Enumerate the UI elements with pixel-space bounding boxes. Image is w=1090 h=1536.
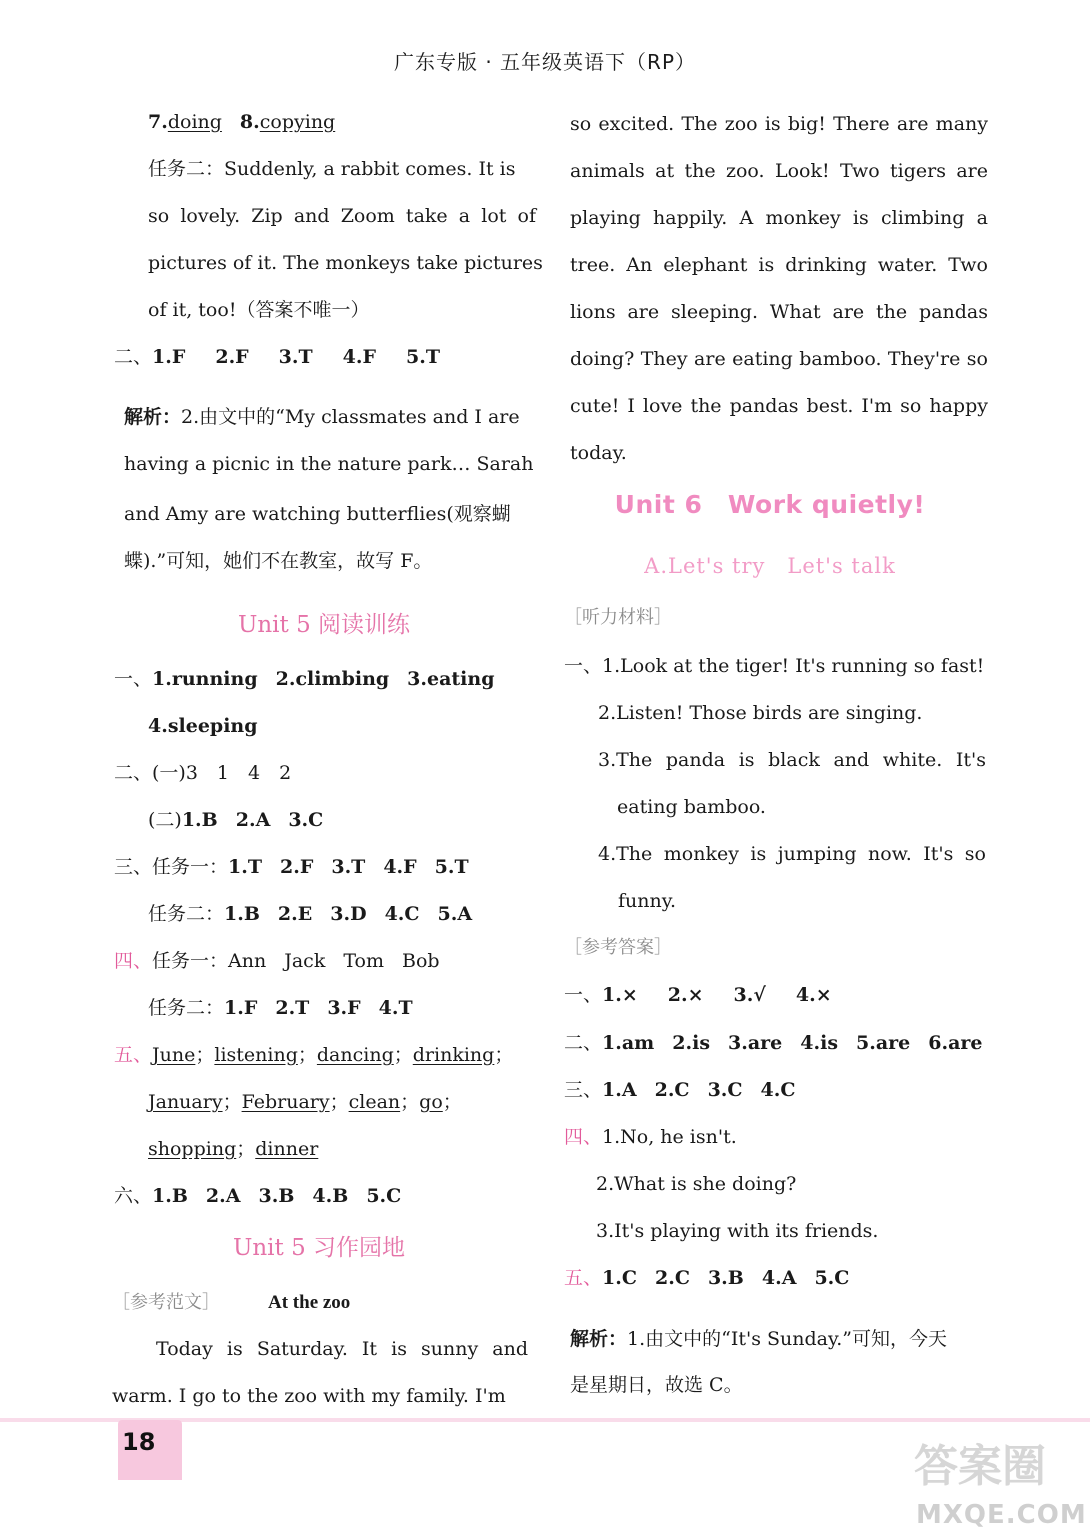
essay-cont-line-1: so excited. The zoo is big! There are many: [570, 113, 988, 135]
essay-line-2: warm. I go to the zoo with my family. I'm: [112, 1385, 506, 1407]
unit5-writing-title: Unit 5 习作园地: [232, 1235, 406, 1261]
reading-section-5-line-2: January；February；clean；go；: [148, 1091, 462, 1113]
page-header-title: 广东专版 · 五年级英语下（RP）: [393, 50, 697, 74]
answers-section-3: 三、1.A 2.C 3.C 4.C: [564, 1079, 796, 1101]
reading-section-1-cont: 4.sleeping: [148, 715, 258, 737]
task2-line-1: 任务二：Suddenly, a rabbit comes. It is: [148, 158, 516, 180]
item-number: 8.: [239, 111, 260, 133]
reading-section-3-task2: 任务二：1.B 2.E 3.D 4.C 5.A: [148, 903, 473, 925]
essay-line-1: Today is Saturday. It is sunny and: [156, 1338, 528, 1360]
answers-7-8: [148, 110, 335, 134]
answer-word: copying: [259, 111, 336, 133]
reading-section-5-line-1: 五、June；listening；dancing；drinking；: [114, 1044, 514, 1066]
reading-section-3-task1: 三、任务一：1.T 2.F 3.T 4.F 5.T: [114, 856, 469, 878]
task2-line-3: pictures of it. The monkeys take pictures: [148, 252, 543, 274]
reading-section-2b: (二)1.B 2.A 3.C: [148, 809, 324, 831]
answers-section-4-line-3: 3.It's playing with its friends.: [596, 1220, 879, 1242]
analysis-line-1: 解析：2.由文中的“My classmates and I are: [124, 406, 520, 428]
reading-section-6: 六、1.B 2.A 3.B 4.B 5.C: [114, 1185, 402, 1207]
answers-section-1: 一、1.× 2.× 3.√ 4.×: [564, 984, 832, 1006]
essay-cont-line-5: lions are sleeping. What are the pandas: [570, 301, 988, 323]
listening-line-2: 2.Listen! Those birds are singing.: [598, 702, 923, 724]
reading-section-4-task1: 四、任务一：Ann Jack Tom Bob: [114, 950, 440, 972]
listening-material-tag: ［听力材料］: [564, 607, 672, 628]
watermark-url: MXQE.COM: [916, 1500, 1087, 1530]
listening-line-3: 3.The panda is black and white. It's: [598, 749, 986, 771]
listening-line-4: eating bamboo.: [617, 796, 766, 818]
answers-section-5: 五、1.C 2.C 3.B 4.A 5.C: [564, 1267, 850, 1289]
listening-line-1: 一、1.Look at the tiger! It's running so fast!: [564, 655, 985, 677]
watermark-chars: 答案圈: [914, 1441, 1046, 1492]
essay-cont-line-6: doing? They are eating bamboo. They're so: [570, 348, 988, 370]
reading-section-5-line-3: shopping；dinner: [148, 1138, 319, 1160]
listening-line-5: 4.The monkey is jumping now. It's so: [598, 843, 986, 865]
answer-key-tag: ［参考答案］: [564, 937, 672, 958]
listening-line-6: funny.: [618, 890, 676, 912]
essay-cont-line-8: today.: [570, 442, 627, 464]
reading-section-1: 一、1.running 2.climbing 3.eating: [114, 668, 495, 690]
item-number: 7.: [148, 111, 168, 133]
essay-title: At the zoo: [268, 1292, 351, 1313]
answers-section-2: 二、1.am 2.is 3.are 4.is 5.are 6.are: [564, 1032, 983, 1054]
reference-tag: ［参考范文］: [112, 1292, 220, 1313]
right-analysis-line-2: 是星期日，故选 C。: [570, 1374, 743, 1396]
section-2-answers: 二、1.F 2.F 3.T 4.F 5.T: [114, 346, 440, 368]
reading-section-4-task2: 任务二：1.F 2.T 3.F 4.T: [148, 997, 413, 1019]
reading-section-2a: 二、(一)3 1 4 2: [114, 762, 292, 784]
unit6-subtitle: A.Let's try Let's talk: [644, 554, 896, 578]
unit6-title: Unit 6 Work quietly!: [614, 490, 926, 519]
essay-cont-line-4: tree. An elephant is drinking water. Two: [570, 254, 988, 276]
task2-line-2: so lovely. Zip and Zoom take a lot of: [148, 205, 536, 227]
unit5-reading-title: Unit 5 阅读训练: [237, 612, 411, 638]
analysis-line-2: having a picnic in the nature park… Sarah: [124, 453, 534, 475]
right-analysis-line-1: 解析：1.由文中的“It's Sunday.”可知，今天: [570, 1328, 947, 1350]
answers-section-4-line-2: 2.What is she doing?: [596, 1173, 797, 1195]
answers-section-4-line-1: 四、1.No, he isn't.: [564, 1126, 737, 1148]
analysis-line-3: and Amy are watching butterflies(观察蝴: [124, 503, 511, 525]
essay-cont-line-3: playing happily. A monkey is climbing a: [570, 207, 988, 229]
page-number: 18: [122, 1428, 156, 1456]
essay-cont-line-7: cute! I love the pandas best. I'm so happy: [570, 395, 988, 417]
watermark-logo: [910, 1430, 1087, 1530]
answer-word: doing: [167, 111, 222, 133]
analysis-line-4: 蝶).”可知，她们不在教室，故写 F。: [124, 550, 433, 572]
essay-header: [112, 1290, 350, 1315]
task2-line-4: of it, too!（答案不唯一）: [148, 299, 370, 321]
essay-cont-line-2: animals at the zoo. Look! Two tigers are: [570, 160, 988, 182]
